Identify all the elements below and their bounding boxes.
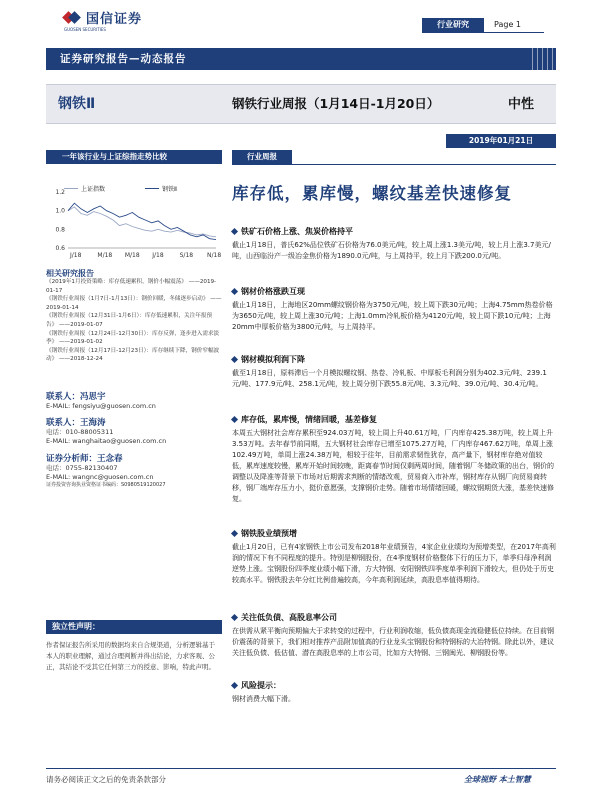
section-title: 钢材价格涨跌互现 [241, 287, 305, 296]
bullet-icon [231, 416, 238, 423]
related-list [46, 278, 222, 364]
section-title: 钢材模拟利润下降 [241, 355, 305, 364]
line-chart [46, 188, 222, 264]
bullet-icon [231, 288, 238, 295]
section-body: 在供需从紧平衡向预期偏大于求转变的过程中，行业利润收缩，低负债高现金流稳健低位持续。在目前钢价震荡的背景下，我们相对推荐产品附加值高的行业龙头宝钢股份和特钢标的大冶特钢。除此以外，建议关注低负债、低估值、潜在高股息率的上市公司，比如方大特钢、三钢闽光、柳钢股份等。 [232, 627, 554, 657]
bullet-icon [231, 530, 238, 537]
contact-phone: 电话：0755-82130407 [46, 464, 118, 472]
section-recommendation [232, 612, 556, 659]
company-logo [64, 8, 142, 27]
y-tick-label: 0.6 [55, 245, 65, 252]
section-title: 库存低，累库慢，情绪回暖，基差修复 [241, 415, 377, 424]
section-body: 截止1月18日，普氏62%品位铁矿石价格为76.0美元/吨，较上周上涨1.3美元/吨，较上月上涨3.7美元/吨，山西临汾产一级冶金焦价格为1890.0元/吨，与上周持平，较上月下跌200.0元/吨。 [232, 241, 551, 260]
related-item: 《钢铁行业周报（12月24日-12月30日）：库存反弹，逢步进入需求淡季》 ——2019-01-02 [46, 330, 220, 346]
decorative-ticks [532, 48, 556, 70]
section-inventory [232, 414, 556, 505]
x-tick-label: M/18 [124, 252, 140, 259]
bullet-icon [231, 614, 238, 621]
section-title: 风险提示： [241, 681, 281, 690]
header-rule [422, 32, 544, 33]
chart-area [46, 164, 222, 264]
related-item: 《钢铁行业周报（12月17日-12月23日）：库存继续下降，钢价窄幅波动》 ——2018-12-24 [46, 347, 220, 363]
series-line-0 [68, 207, 216, 237]
contact-3 [46, 452, 222, 489]
section-rule [232, 164, 556, 165]
contact-name: 王念春 [97, 454, 123, 464]
section-steel-price [232, 286, 556, 333]
section-body: 截止1月18日，上海地区20mm螺纹钢价格为3750元/吨，较上周下跌30元/吨；上海4.75mm热卷价格为3650元/吨，较上周上涨30元/吨；上海1.0mm冷轧板价格为4120元/吨，较上周下跌10元/吨；上海20mm中厚板价格为3800元/吨，与上周持平。 [232, 301, 553, 331]
logo-subtext: GUOSEN SECURITIES [64, 27, 106, 32]
logo-mark-icon [64, 9, 82, 27]
section-profit [232, 354, 556, 390]
footer-disclaimer: 请务必阅读正文之后的免责条款部分 [46, 775, 166, 784]
y-tick-label: 1.2 [55, 189, 65, 196]
contact-email: E-MAIL: wangnc@guosen.com.cn [46, 473, 154, 481]
bullet-icon [231, 356, 238, 363]
section-risk [232, 680, 556, 705]
headline: 库存低，累库慢，螺纹基差快速修复 [232, 184, 512, 203]
header-tag: 行业研究 [422, 18, 484, 32]
chart-title: 一年该行业与上证综指走势比较 [46, 150, 222, 164]
contact-1 [46, 390, 222, 411]
legend-item-0: 上证指数 [64, 184, 105, 193]
y-tick-label: 0.8 [55, 226, 65, 234]
y-tick-label: 1.0 [55, 207, 65, 215]
rating: 中性 [508, 97, 535, 112]
section-title: 铁矿石价格上涨、焦炭价格持平 [241, 227, 353, 236]
contact-2 [46, 416, 222, 446]
x-tick-label: N/18 [207, 252, 222, 259]
contact-email: E-MAIL: wanghaitao@guosen.com.cn [46, 437, 167, 445]
contact-label: 联系人： [46, 418, 81, 428]
section-body: 钢材消费大幅下滑。 [232, 695, 295, 703]
section-earnings [232, 528, 556, 586]
related-item: 《2019年1月投资策略：库存低速累积，钢价小幅震荡》 ——2019-01-17 [46, 279, 217, 294]
contact-phone: 电话：010-88005311 [46, 428, 114, 436]
chart-panel [46, 150, 222, 264]
related-title: 相关研究报告 [46, 269, 94, 278]
x-tick-label: M/18 [97, 252, 113, 259]
section-body: 截至1月18日，原料滞后一个月模拟螺纹钢、热卷、冷轧板、中厚板毛利润分别为402.3元/吨、239.1元/吨、177.9元/吨、258.1元/吨，较上周分别下跌55.8元/吨、3.3元/吨、39.0元/吨、30.4元/吨。 [232, 369, 547, 388]
section-title: 钢铁股业绩预增 [241, 529, 297, 538]
footer-rule [46, 768, 556, 769]
section-tag: 行业周报 [232, 150, 292, 164]
contact-email: E-MAIL: fengsiyu@guosen.com.cn [46, 402, 156, 410]
disclaimer-body: 作者保证报告所采用的数据均来自合规渠道，分析逻辑基于本人的职业理解，通过合理判断并得出结论，力求客观、公正，其结论不受其它任何第三方的授意、影响，特此声明。 [46, 641, 215, 671]
series-title-bar [46, 48, 556, 70]
report-title: 钢铁行业周报（1月14日-1月20日） [232, 96, 440, 111]
logo-text: 国信证券 [86, 12, 143, 27]
disclaimer-title: 独立性声明： [46, 620, 222, 634]
x-tick-label: S/18 [179, 252, 194, 259]
page-number: Page 1 [494, 20, 521, 29]
license-number: 证券投资咨询执业资格证书编码：S0980519120027 [46, 482, 166, 488]
contact-label: 联系人： [46, 392, 81, 402]
bullet-icon [231, 228, 238, 235]
x-tick-label: J/18 [70, 252, 82, 259]
section-title: 关注低负债、高股息率公司 [241, 613, 337, 622]
related-item: 《钢铁行业周报（12月31日-1月6日）：库存低速累积，关注年报预告》 ——2019-01-07 [46, 313, 213, 328]
contact-name: 王海涛 [80, 418, 106, 428]
x-tick-label: J/18 [152, 252, 164, 259]
legend-item-1: 钢铁Ⅱ [145, 184, 177, 193]
section-iron-ore [232, 226, 556, 262]
contact-label: 证券分析师： [46, 454, 98, 464]
bullet-icon [231, 682, 238, 689]
report-date: 2019年01月21日 [446, 134, 556, 148]
related-item: 《钢铁行业周报（1月7日-1月13日）：钢价回暖，冬储逐步启动》 ——2019-01-14 [46, 296, 222, 311]
contact-name: 冯思宇 [80, 392, 106, 402]
industry-name: 钢铁Ⅱ [58, 96, 96, 112]
series-title: 证券研究报告—动态报告 [60, 53, 187, 65]
section-body: 本周五大钢材社会库存累积至924.03万吨，较上周上升40.61万吨，厂内库存425.38万吨，较上周上升3.53万吨。去年春节前同期，五大钢材社会库存已增至1075.27万吨，厂内库存467.62万吨，单周上涨102.49万吨，单周上涨24.38万吨，相较于往年，目前需求韧性犹存，高产量下，钢材库存绝对值较低，累库速度较慢，累库开始时间较晚，距离春节时间仅剩两周时间，随着钢厂冬储政策的出台，钢价的调整以及降准等背景下市场对后期需求判断的情绪改观，贸易商入市补库，钢材库存从钢厂向贸易商转移，钢厂端库存压力小，挺价意愿强，支撑钢价走势。随着市场情绪回暖，螺纹钢期货大涨，基差快速修复。 [232, 429, 554, 503]
footer-slogan: 全球视野 本土智慧 [464, 775, 531, 784]
section-body: 截止1月20日，已有4家钢铁上市公司发布2018年业绩预告，4家企业业绩均为预增类型，在2017年高利润的情况下有不同程度的提升。特别是柳钢股份，在4季度钢材价格整体下行的压力下，单季归母净利润逆势上涨。宝钢股份四季度业绩小幅下滑，方大特钢、安阳钢铁四季度单季利润下滑较大，但仍处于历史较高水平。钢铁股去年分红比例普遍较高，今年高利润延续，高股息率值得期待。 [232, 543, 556, 584]
